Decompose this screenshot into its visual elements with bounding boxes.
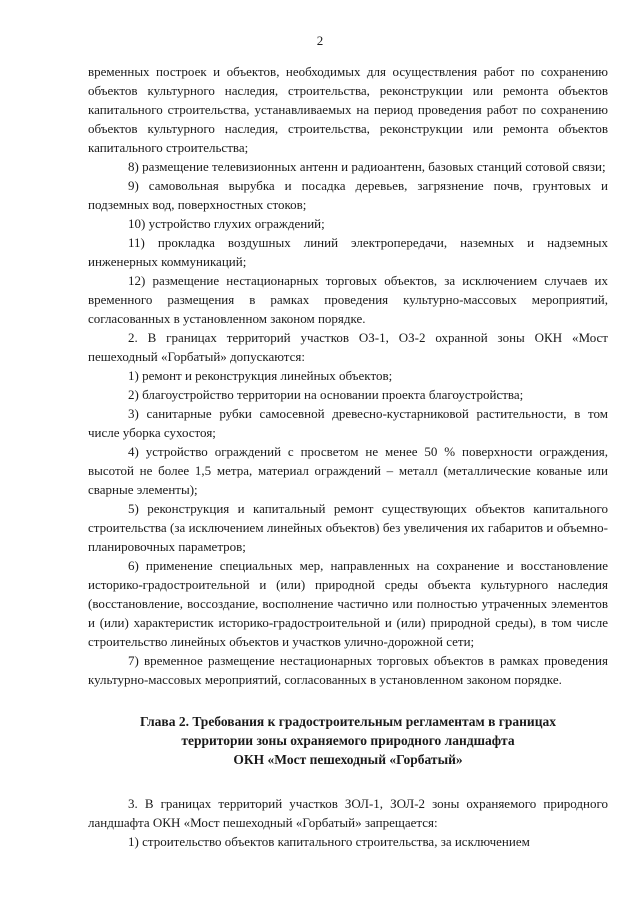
paragraph: 1) строительство объектов капитального строительства, за исключением	[128, 834, 530, 849]
chapter-heading	[88, 712, 608, 769]
paragraph: 11) прокладка воздушных линий электропередачи, наземных и надземных инженерных коммуникаций;	[88, 235, 608, 269]
section-list-after-heading	[88, 794, 608, 851]
paragraph: 4) устройство ограждений с просветом не менее 50 % поверхности ограждения, высотой не более 1,5 метра, материал ограждений – металл (металлические кованые или сварные элементы);	[88, 444, 608, 497]
chapter-heading-line-2: территории зоны охраняемого природного ландшафта	[181, 733, 515, 748]
paragraph: 10) устройство глухих ограждений;	[128, 216, 325, 231]
paragraph: 2) благоустройство территории на основании проекта благоустройства;	[128, 387, 524, 402]
page-number: 2	[316, 33, 324, 48]
paragraph: 7) временное размещение нестационарных торговых объектов в рамках проведения культурно-массовых мероприятий, согласованных в установленном законом порядке.	[88, 653, 608, 687]
paragraph: 5) реконструкция и капитальный ремонт существующих объектов капитального строительства (за исключением линейных объектов) без увеличения их габаритов и объемно-планировочных параметров;	[88, 501, 608, 554]
paragraph: 3) санитарные рубки самосевной древесно-кустарниковой растительности, в том числе уборка сухостоя;	[88, 406, 608, 440]
paragraph: 2. В границах территорий участков ОЗ-1, ОЗ-2 охранной зоны ОКН «Мост пешеходный «Горбатый» допускаются:	[88, 330, 608, 364]
paragraph: 9) самовольная вырубка и посадка деревьев, загрязнение почв, грунтовых и подземных вод, поверхностных стоков;	[88, 178, 608, 212]
chapter-heading-line-3: ОКН «Мост пешеходный «Горбатый»	[233, 752, 463, 767]
document-body	[88, 62, 608, 851]
paragraph: временных построек и объектов, необходимых для осуществления работ по сохранению объектов культурного наследия, строительства, реконструкции или ремонта объектов капитального строительства, устанавливаемых на период проведения работ по сохранению объектов культурного наследия, строительства, реконструкции или ремонта объектов капитального строительства;	[88, 64, 608, 155]
chapter-heading-line-1: Глава 2. Требования к градостроительным регламентам в границах	[140, 714, 556, 729]
section-list-before-heading	[88, 62, 608, 689]
paragraph: 6) применение специальных мер, направленных на сохранение и восстановление историко-градостроительной и (или) природной среды объекта культурного наследия (восстановление, воссоздание, восполнение частично или полностью утраченных элементов и (или) характеристик историко-градостроительной и (или) природной среды), в том числе строительство линейных объектов и участков улично-дорожной сети;	[88, 558, 608, 649]
paragraph: 12) размещение нестационарных торговых объектов, за исключением случаев их временного размещения в рамках проведения культурно-массовых мероприятий, согласованных в установленном законом порядке.	[88, 273, 608, 326]
paragraph: 8) размещение телевизионных антенн и радиоантенн, базовых станций сотовой связи;	[128, 159, 606, 174]
paragraph: 3. В границах территорий участков ЗОЛ-1, ЗОЛ-2 зоны охраняемого природного ландшафта ОКН «Мост пешеходный «Горбатый» запрещается:	[88, 796, 608, 830]
paragraph: 1) ремонт и реконструкция линейных объектов;	[128, 368, 393, 383]
